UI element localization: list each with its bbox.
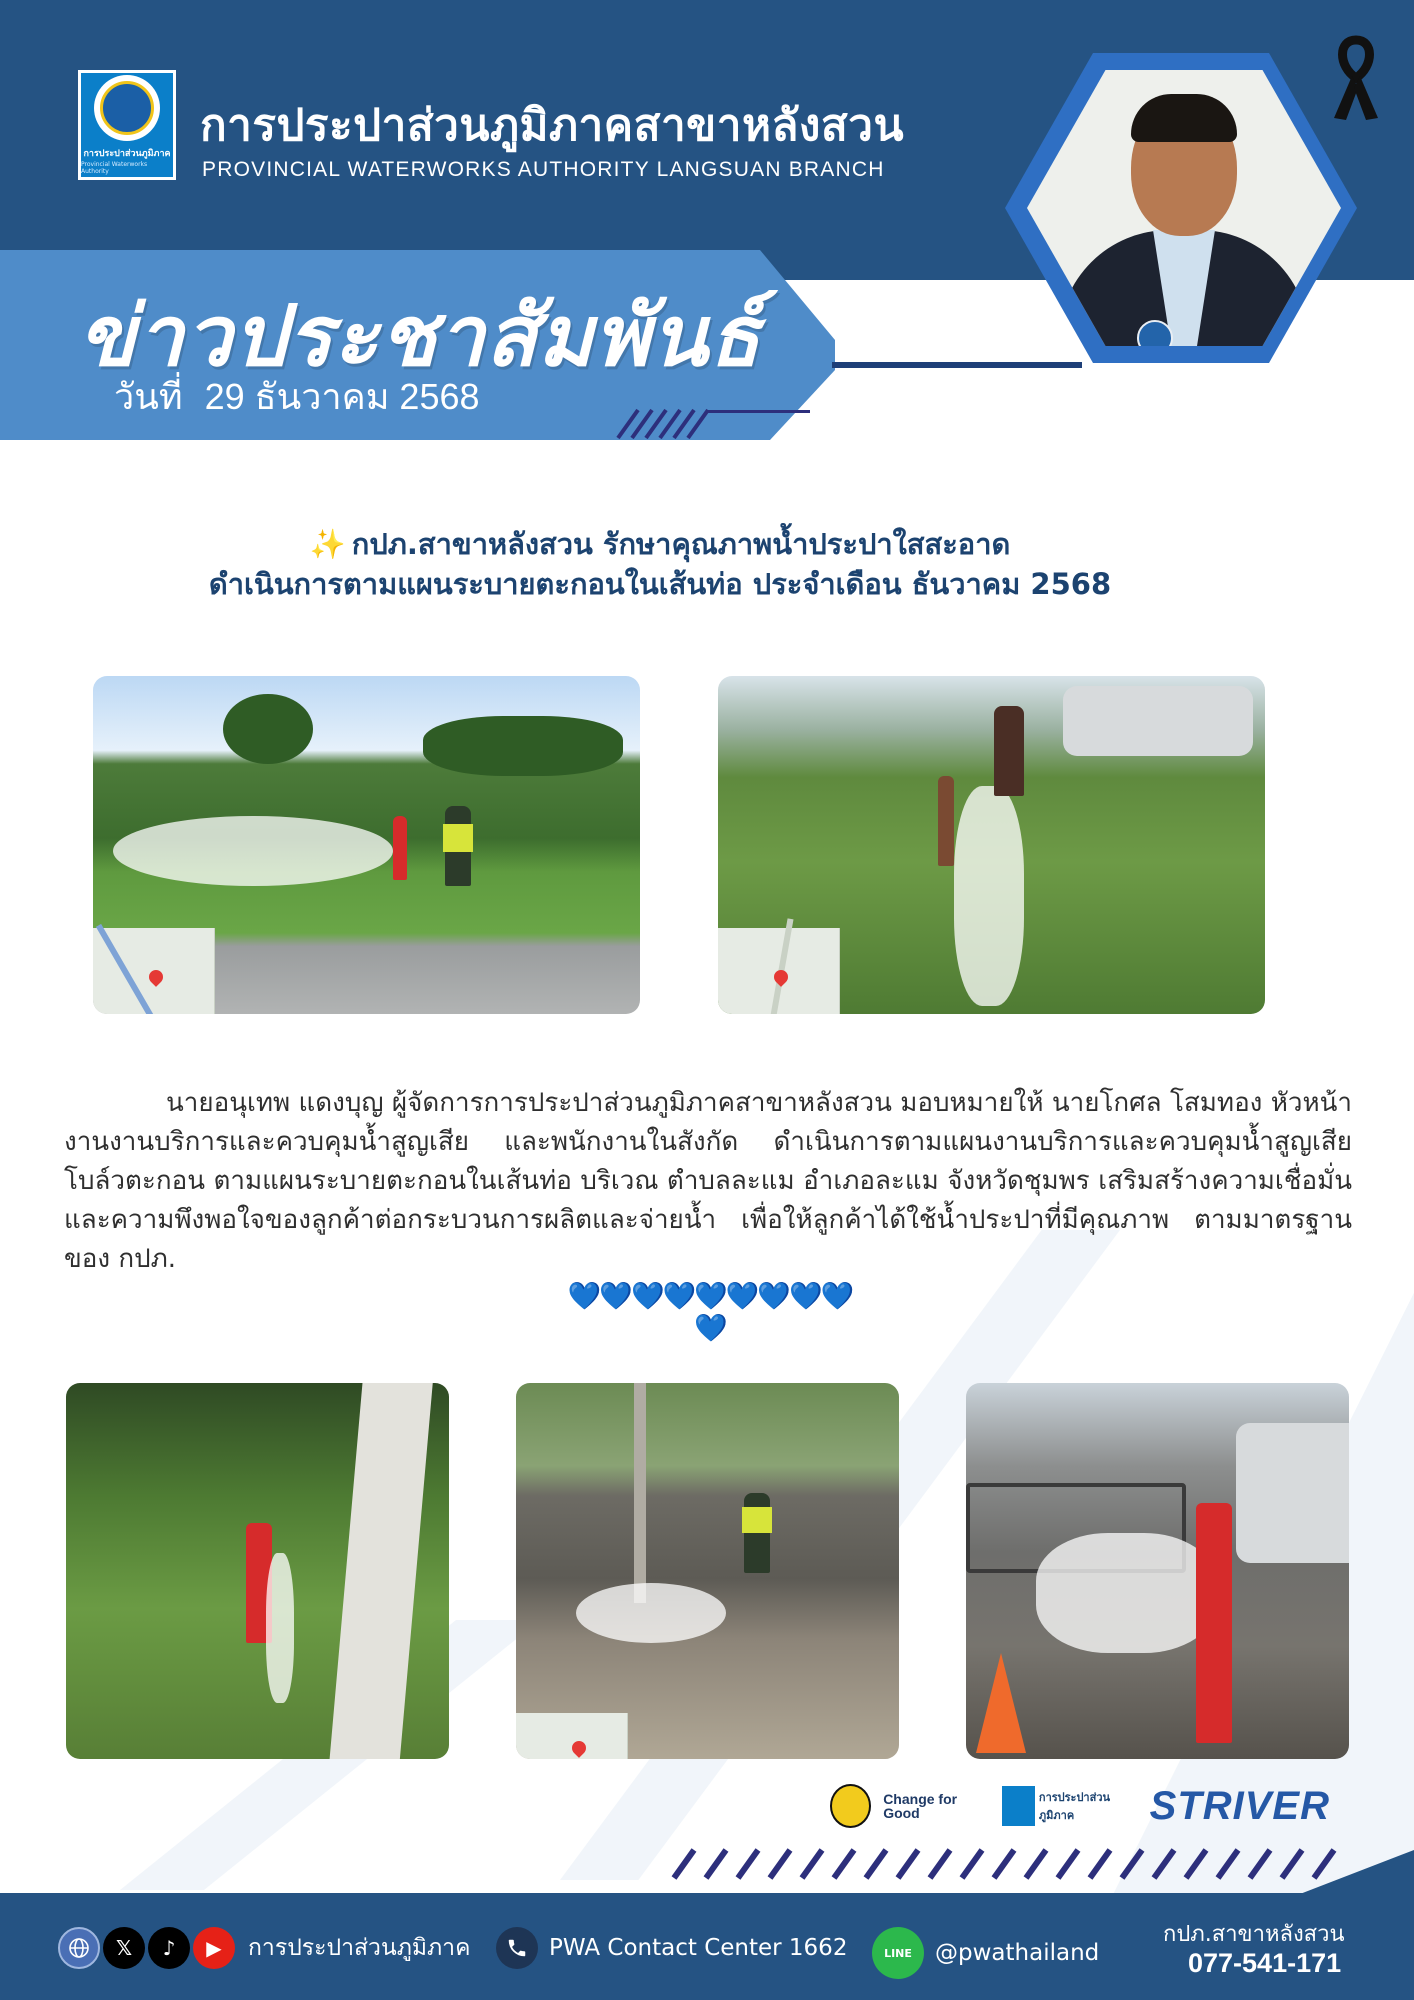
pwa-small-logo [1002, 1786, 1138, 1826]
branch-phone[interactable]: 077-541-171 [1188, 1948, 1342, 1978]
partner-logos [830, 1780, 1330, 1832]
change-for-good-logo: Change for Good [883, 1791, 958, 1821]
pwa-emblem-icon [94, 75, 160, 141]
map-thumbnail [718, 928, 840, 1014]
ministry-seal-icon [830, 1784, 871, 1828]
photo-flushing-grass [718, 676, 1265, 1014]
org-name-en: PROVINCIAL WATERWORKS AUTHORITY LANGSUAN BRANCH [202, 158, 885, 181]
pwa-square-icon [1002, 1786, 1035, 1826]
line-contact [872, 1927, 1099, 1979]
photo-flushing-street [966, 1383, 1349, 1759]
map-pin-icon [771, 967, 791, 987]
news-title: ข่าวประชาสัมพันธ์ [78, 286, 762, 385]
x-twitter-icon[interactable]: 𝕏 [103, 1927, 145, 1969]
accent-line [832, 362, 1082, 368]
branch-name: กปภ.สาขาหลังสวน [1163, 1922, 1345, 1947]
hatch-decoration-large [670, 1846, 1340, 1880]
org-name-th: การประปาส่วนภูมิภาคสาขาหลังสวน [200, 100, 905, 151]
map-thumbnail [516, 1713, 628, 1759]
logo-text-th: การประปาส่วนภูมิภาค [83, 149, 171, 159]
globe-icon[interactable] [58, 1927, 100, 1969]
social-links [58, 1927, 470, 1969]
map-pin-icon [146, 967, 166, 987]
photo-flushing-roadside [93, 676, 640, 1014]
contact-center [496, 1927, 847, 1969]
news-date [114, 368, 480, 425]
map-thumbnail [93, 928, 215, 1014]
pwa-logo [78, 70, 176, 180]
map-pin-icon [569, 1738, 589, 1758]
heart-divider: 💙💙💙💙💙💙💙💙💙💙 [567, 1281, 853, 1344]
line-id[interactable]: @pwathailand [935, 1940, 1100, 1966]
contact-center-text[interactable]: PWA Contact Center 1662 [549, 1935, 848, 1961]
body-paragraph: นายอนุเทพ แดงบุญ ผู้จัดการการประปาส่วนภูมิภาคสาขาหลังสวน มอบหมายให้ นายโกศล โสมทอง หัวหน้างานงานบริการและควบคุมน้ำสูญเสีย และพนักงานในสังกัด ดำเนินการตามแผนงานบริการและควบคุมน้ำสูญเสีย โบล์วตะกอน ตามแผนระบายตะกอนในเส้นท่อ บริเวณ ตำบลละแม อำเภอละแม จังหวัดชุมพร เสริมสร้างความเชื่อมั่นและความพึงพอใจของลูกค้าต่อกระบวนการผลิตและจ่ายน้ำ เพื่อให้ลูกค้าได้ใช้น้ำประปาที่มีคุณภาพ ตามมาตรฐานของ กปภ. [64, 1088, 1352, 1274]
headline [80, 524, 1240, 604]
headline-line-2: ดำเนินการตามแผนระบายตะกอนในเส้นท่อ ประจำเดือน ธันวาคม 2568 [208, 567, 1112, 601]
mourning-ribbon-icon [1328, 32, 1384, 122]
photo-red-hydrant-ferns [66, 1383, 449, 1759]
headline-line-1: กปภ.สาขาหลังสวน รักษาคุณภาพน้ำประปาใสสะอาด [351, 527, 1011, 561]
pwa-small-text: การประปาส่วนภูมิภาค [1038, 1791, 1111, 1822]
social-name: การประปาส่วนภูมิภาค [248, 1935, 471, 1961]
logo-text-en: Provincial Waterworks Authority [81, 161, 148, 175]
sparkle-icon: ✨ [309, 527, 346, 561]
hatch-underline [706, 410, 810, 413]
line-icon[interactable]: LINE [872, 1927, 924, 1979]
youtube-icon[interactable]: ▶ [193, 1927, 235, 1969]
phone-icon [496, 1927, 538, 1969]
striver-logo: STRIVER [1149, 1783, 1330, 1828]
date-value: 29 ธันวาคม 2568 [204, 376, 480, 417]
photo-flushing-wall [516, 1383, 899, 1759]
tiktok-icon[interactable]: ♪ [148, 1927, 190, 1969]
date-label: วันที่ [114, 376, 183, 417]
